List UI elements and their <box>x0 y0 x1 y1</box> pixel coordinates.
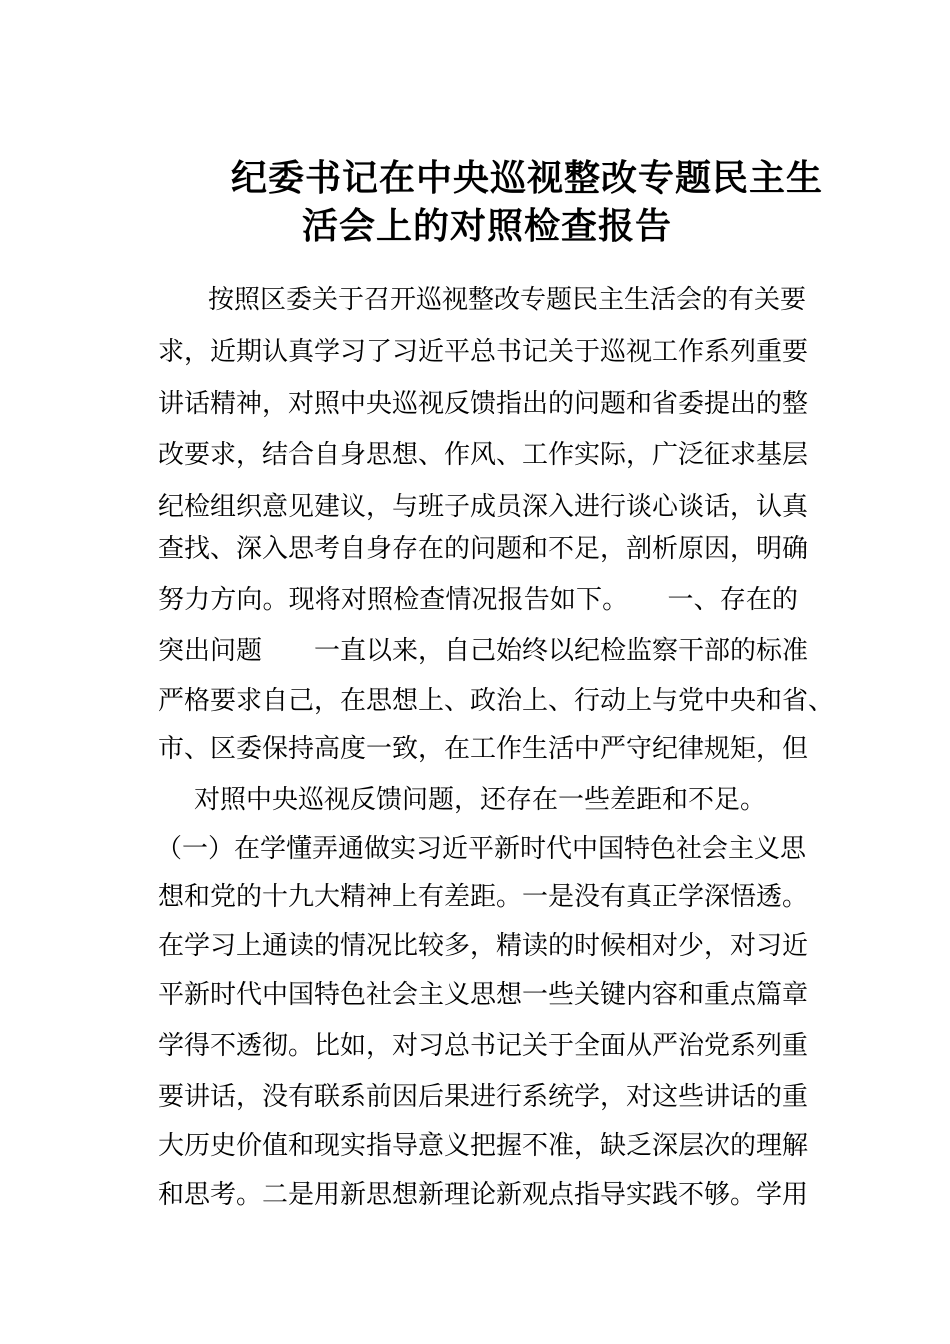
document-title-line-2: 活会上的对照检查报告 <box>302 205 673 247</box>
paragraph-line: 改要求，结合自身思想、作风、工作实际，广泛征求基层 <box>158 440 809 470</box>
paragraph-line: 市、区委保持高度一致，在工作生活中严守纪律规矩，但 <box>158 734 809 764</box>
paragraph-line: 努力方向。现将对照检查情况报告如下。 一、存在的 <box>158 585 798 615</box>
paragraph-line: 严格要求自己，在思想上、政治上、行动上与党中央和省、 <box>158 686 835 716</box>
paragraph-line: 讲话精神，对照中央巡视反馈指出的问题和省委提出的整 <box>158 389 809 419</box>
paragraph-line: 突出问题 一直以来，自己始终以纪检监察干部的标准 <box>158 636 809 666</box>
paragraph-line: 和思考。二是用新思想新理论新观点指导实践不够。学用 <box>158 1180 809 1210</box>
paragraph-line: 学得不透彻。比如，对习总书记关于全面从严治党系列重 <box>158 1031 809 1061</box>
paragraph-line: 按照区委关于召开巡视整改专题民主生活会的有关要 <box>208 285 807 315</box>
paragraph-line: 查找、深入思考自身存在的问题和不足，剖析原因，明确 <box>158 534 809 564</box>
paragraph-line: 纪检组织意见建议，与班子成员深入进行谈心谈话，认真 <box>158 492 809 522</box>
paragraph-line: 对照中央巡视反馈问题，还存在一些差距和不足。 <box>194 785 767 815</box>
document-title-line-1: 纪委书记在中央巡视整改专题民主生 <box>231 157 824 199</box>
paragraph-line: 求，近期认真学习了习近平总书记关于巡视工作系列重要 <box>158 337 809 367</box>
paragraph-line: 大历史价值和现实指导意义把握不准，缺乏深层次的理解 <box>158 1131 809 1161</box>
paragraph-line: 想和党的十九大精神上有差距。一是没有真正学深悟透。 <box>158 882 809 912</box>
paragraph-line: （一）在学懂弄通做实习近平新时代中国特色社会主义思 <box>156 834 807 864</box>
paragraph-line: 在学习上通读的情况比较多，精读的时候相对少，对习近 <box>158 931 809 961</box>
paragraph-line: 要讲话，没有联系前因后果进行系统学，对这些讲话的重 <box>158 1082 809 1112</box>
paragraph-line: 平新时代中国特色社会主义思想一些关键内容和重点篇章 <box>158 980 809 1010</box>
